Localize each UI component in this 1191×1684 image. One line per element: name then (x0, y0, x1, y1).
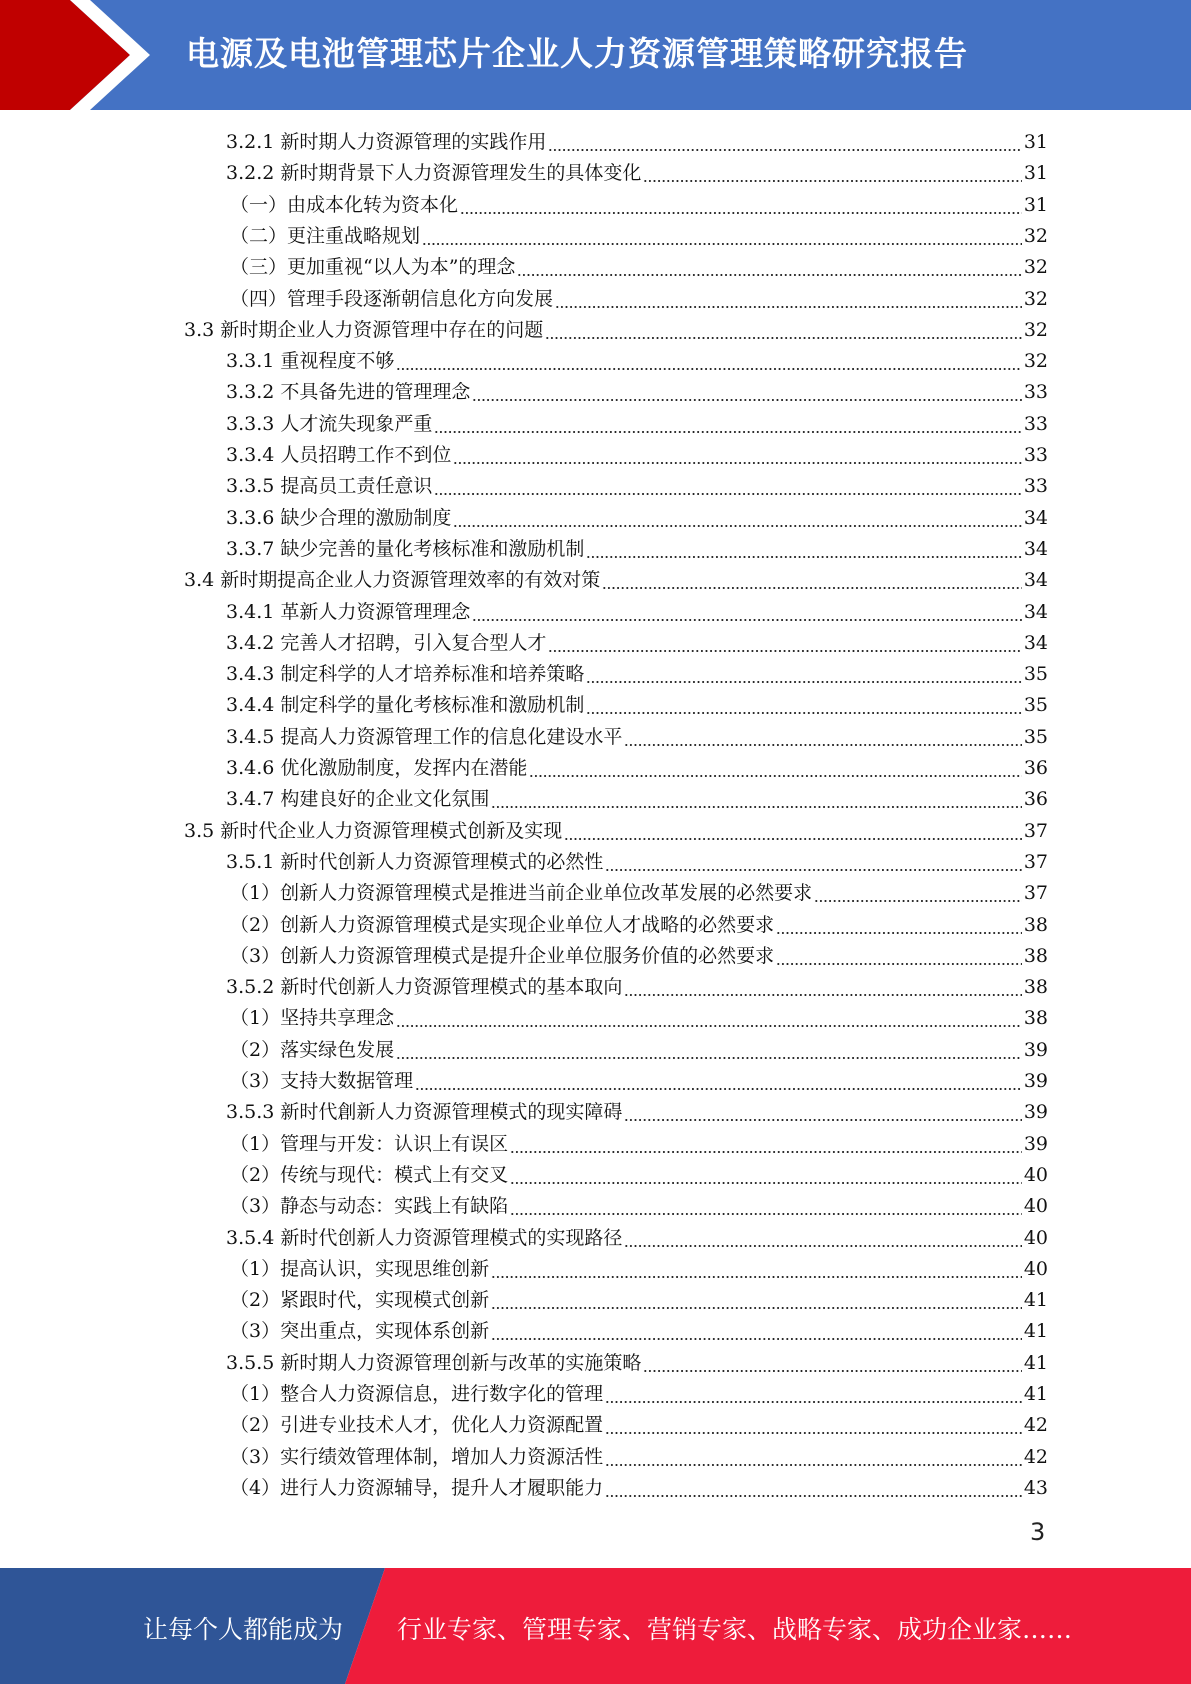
toc-leader-dots (460, 190, 1022, 221)
toc-entry-label: （1）整合人力资源信息，进行数字化的管理 (230, 1383, 604, 1405)
toc-entry[interactable] (226, 503, 1048, 534)
footer-slogan-left: 让每个人都能成为 (143, 1615, 344, 1644)
toc-leader-dots (776, 941, 1022, 972)
toc-entry-label: 3.2.2 新时期背景下人力资源管理发生的具体变化 (226, 162, 642, 185)
toc-leader-dots (564, 816, 1022, 847)
toc-leader-dots (586, 690, 1021, 721)
toc-entry-label: （2）引进专业技术人才，优化人力资源配置 (230, 1414, 604, 1437)
footer-banner (0, 1568, 1191, 1684)
footer-slogan-right: 行业专家、管理专家、营销专家、战略专家、成功企业家…… (397, 1615, 1073, 1644)
toc-entry-label: 3.3.1 重视程度不够 (226, 350, 395, 373)
toc-leader-dots (510, 1191, 1022, 1222)
toc-entry-page: 38 (1023, 944, 1048, 967)
toc-entry-label: 3.3.4 人员招聘工作不到位 (226, 444, 452, 466)
toc-entry[interactable] (230, 221, 1048, 252)
toc-entry[interactable] (184, 565, 1048, 596)
toc-entry[interactable] (230, 1410, 1048, 1441)
toc-entry-label: （3）突出重点，实现体系创新 (230, 1320, 490, 1343)
toc-entry-label: 3.5.2 新时代创新人力资源管理模式的基本取向 (226, 976, 623, 999)
toc-entry[interactable] (230, 1129, 1048, 1160)
toc-entry-page: 33 (1023, 381, 1048, 404)
toc-entry-page: 34 (1023, 631, 1048, 654)
toc-entry-label: 3.3 新时期企业人力资源管理中存在的问题 (184, 318, 544, 341)
toc-leader-dots (586, 534, 1021, 565)
toc-leader-dots (814, 878, 1022, 909)
toc-entry-label: （一）由成本化转为资本化 (230, 193, 459, 216)
toc-entry[interactable] (230, 878, 1048, 909)
toc-entry-label: （2）传统与现代：模式上有交叉 (230, 1163, 509, 1186)
toc-entry[interactable] (230, 941, 1048, 972)
toc-leader-dots (453, 503, 1021, 534)
toc-entry-page: 40 (1023, 1226, 1048, 1249)
toc-leader-dots (415, 1066, 1022, 1097)
toc-entry[interactable] (230, 1379, 1048, 1410)
toc-entry-page: 31 (1023, 131, 1048, 153)
toc-entry-page: 40 (1023, 1257, 1048, 1280)
header-banner (0, 0, 1191, 110)
toc-entry[interactable] (226, 1223, 1048, 1254)
toc-entry[interactable] (184, 816, 1048, 847)
toc-leader-dots (605, 1442, 1022, 1473)
toc-entry-page: 31 (1023, 162, 1048, 185)
toc-entry-page: 37 (1023, 850, 1048, 873)
toc-entry-label: 3.4.7 构建良好的企业文化氛围 (226, 788, 490, 811)
toc-entry-label: （1）创新人力资源管理模式是推进当前企业单位改革发展的必然要求 (230, 882, 813, 905)
toc-leader-dots (605, 847, 1021, 878)
toc-entry-label: 3.4.6 优化激励制度，发挥内在潜能 (226, 757, 528, 779)
toc-entry-label: 3.4.2 完善人才招聘，引入复合型人才 (226, 631, 547, 654)
toc-entry-page: 39 (1023, 1070, 1048, 1092)
toc-leader-dots (472, 597, 1021, 628)
toc-entry[interactable] (226, 409, 1048, 440)
toc-entry[interactable] (226, 690, 1048, 721)
toc-entry-label: （3）支持大数据管理 (230, 1070, 414, 1092)
toc-entry-label: （2）紧跟时代，实现模式创新 (230, 1289, 490, 1312)
toc-entry[interactable] (184, 315, 1048, 346)
toc-entry[interactable] (226, 597, 1048, 628)
toc-entry-page: 35 (1023, 694, 1048, 717)
toc-leader-dots (396, 1003, 1022, 1034)
toc-entry[interactable] (230, 1035, 1048, 1066)
toc-entry[interactable] (226, 1348, 1048, 1379)
toc-entry-label: 3.5.3 新时代創新人力资源管理模式的现实障碍 (226, 1101, 623, 1124)
toc-leader-dots (624, 1223, 1021, 1254)
toc-leader-dots (434, 409, 1021, 440)
toc-leader-dots (624, 1097, 1021, 1128)
toc-entry-label: 3.5 新时代企业人力资源管理模式创新及实现 (184, 819, 563, 842)
toc-leader-dots (602, 565, 1022, 596)
toc-leader-dots (624, 972, 1021, 1003)
toc-leader-dots (453, 440, 1021, 471)
toc-entry-label: 3.5.1 新时代创新人力资源管理模式的必然性 (226, 850, 604, 873)
toc-entry[interactable] (226, 471, 1048, 502)
toc-entry-page: 38 (1023, 1007, 1048, 1030)
toc-entry-label: 3.3.7 缺少完善的量化考核标准和激励机制 (226, 537, 585, 560)
toc-entry-label: 3.3.5 提高员工责任意识 (226, 475, 433, 498)
toc-entry-label: 3.4.4 制定科学的量化考核标准和激励机制 (226, 694, 585, 717)
toc-entry-label: （4）进行人力资源辅导，提升人才履职能力 (230, 1476, 604, 1499)
toc-leader-dots (491, 1316, 1022, 1347)
toc-entry-page: 43 (1023, 1476, 1048, 1499)
toc-entry-page: 34 (1023, 506, 1048, 529)
toc-entry[interactable] (230, 1191, 1048, 1222)
toc-entry-label: 3.4.5 提高人力资源管理工作的信息化建设水平 (226, 725, 623, 748)
toc-entry-label: 3.4.3 制定科学的人才培养标准和培养策略 (226, 663, 585, 686)
toc-entry[interactable] (226, 377, 1048, 408)
toc-entry-label: 3.5.5 新时期人力资源管理创新与改革的实施策略 (226, 1351, 642, 1374)
toc-entry[interactable] (226, 659, 1048, 690)
toc-entry-page: 40 (1023, 1163, 1048, 1186)
toc-entry[interactable] (230, 1066, 1048, 1097)
toc-entry-page: 41 (1023, 1320, 1048, 1343)
toc-entry-page: 32 (1023, 350, 1048, 373)
toc-entry[interactable] (226, 346, 1048, 377)
page-number: 3 (1030, 1518, 1046, 1546)
toc-entry-page: 39 (1023, 1132, 1048, 1155)
toc-entry-page: 41 (1023, 1289, 1048, 1312)
toc-leader-dots (510, 1160, 1022, 1191)
toc-leader-dots (491, 1285, 1022, 1316)
toc-entry-label: （1）坚持共享理念 (230, 1007, 395, 1030)
toc-entry-label: （二）更注重战略规划 (230, 224, 421, 247)
toc-leader-dots (472, 377, 1021, 408)
toc-entry-page: 32 (1023, 256, 1048, 279)
toc-leader-dots (605, 1379, 1022, 1410)
toc-entry-page: 42 (1023, 1414, 1048, 1437)
toc-entry-page: 38 (1023, 976, 1048, 999)
toc-leader-dots (605, 1473, 1022, 1504)
toc-entry-page: 33 (1023, 444, 1048, 466)
toc-entry-page: 32 (1023, 224, 1048, 247)
toc-entry-label: （1）管理与开发：认识上有误区 (230, 1132, 509, 1155)
toc-entry-label: （2）落实绿色发展 (230, 1038, 395, 1061)
toc-entry[interactable] (226, 1097, 1048, 1128)
toc-entry[interactable] (226, 784, 1048, 815)
toc-leader-dots (396, 1035, 1022, 1066)
toc-entry-page: 35 (1023, 725, 1048, 748)
toc-entry-label: （三）更加重视“以人为本”的理念 (230, 256, 516, 279)
toc-entry-label: （四）管理手段逐渐朝信息化方向发展 (230, 287, 554, 310)
toc-entry-page: 36 (1023, 788, 1048, 811)
toc-leader-dots (548, 628, 1021, 659)
toc-entry-page: 35 (1023, 663, 1048, 686)
toc-entry-label: （3）静态与动态：实践上有缺陷 (230, 1195, 509, 1218)
toc-entry[interactable] (230, 252, 1048, 283)
toc-leader-dots (545, 315, 1022, 346)
toc-entry-page: 37 (1023, 882, 1048, 905)
toc-entry[interactable] (226, 440, 1048, 471)
toc-entry-page: 33 (1023, 475, 1048, 498)
toc-leader-dots (586, 659, 1021, 690)
toc-leader-dots (529, 753, 1021, 784)
toc-entry[interactable] (226, 158, 1048, 189)
toc-entry[interactable] (226, 972, 1048, 1003)
toc-entry-page: 34 (1023, 600, 1048, 623)
toc-entry-page: 40 (1023, 1195, 1048, 1218)
toc-leader-dots (643, 158, 1021, 189)
toc-entry-page: 41 (1023, 1383, 1048, 1405)
toc-entry-label: 3.4 新时期提高企业人力资源管理效率的有效对策 (184, 569, 601, 592)
toc-entry-page: 31 (1023, 193, 1048, 216)
toc-entry-label: （2）创新人力资源管理模式是实现企业单位人才战略的必然要求 (230, 913, 775, 936)
toc-entry-label: 3.2.1 新时期人力资源管理的实践作用 (226, 131, 547, 153)
toc-entry-page: 42 (1023, 1445, 1048, 1468)
toc-leader-dots (624, 722, 1021, 753)
toc-entry[interactable] (226, 127, 1048, 158)
toc-entry[interactable] (230, 1003, 1048, 1034)
toc-leader-dots (643, 1348, 1021, 1379)
toc-entry-label: （3）实行绩效管理体制，增加人力资源活性 (230, 1445, 604, 1468)
toc-entry-page: 33 (1023, 412, 1048, 435)
toc-entry-label: 3.4.1 革新人力资源管理理念 (226, 600, 471, 623)
toc-entry[interactable] (226, 628, 1048, 659)
toc-entry[interactable] (226, 534, 1048, 565)
toc-entry[interactable] (230, 1473, 1048, 1504)
toc-entry-label: （1）提高认识，实现思维创新 (230, 1257, 490, 1280)
toc-entry-label: （3）创新人力资源管理模式是提升企业单位服务价值的必然要求 (230, 944, 775, 967)
report-title: 电源及电池管理芯片企业人力资源管理策略研究报告 (186, 34, 968, 73)
toc-entry-label: 3.3.3 人才流失现象严重 (226, 412, 433, 435)
toc-entry-page: 37 (1023, 819, 1048, 842)
toc-entry[interactable] (226, 847, 1048, 878)
toc-entry-page: 36 (1023, 757, 1048, 779)
toc-entry-label: 3.3.2 不具备先进的管理理念 (226, 381, 471, 404)
toc-leader-dots (491, 1254, 1022, 1285)
toc-leader-dots (510, 1129, 1022, 1160)
toc-entry-page: 34 (1023, 537, 1048, 560)
toc-entry[interactable] (230, 1160, 1048, 1191)
toc-entry[interactable] (226, 722, 1048, 753)
toc-leader-dots (434, 471, 1021, 502)
toc-entry-page: 32 (1023, 287, 1048, 310)
toc-leader-dots (396, 346, 1021, 377)
toc-entry-label: 3.5.4 新时代创新人力资源管理模式的实现路径 (226, 1226, 623, 1249)
toc-entry-page: 32 (1023, 318, 1048, 341)
toc-entry[interactable] (230, 190, 1048, 221)
toc-entry[interactable] (226, 753, 1048, 784)
toc-entry[interactable] (230, 1316, 1048, 1347)
toc-entry-page: 41 (1023, 1351, 1048, 1374)
toc-entry-page: 39 (1023, 1101, 1048, 1124)
toc-leader-dots (555, 284, 1022, 315)
toc-entry-page: 39 (1023, 1038, 1048, 1061)
toc-leader-dots (491, 784, 1021, 815)
toc-leader-dots (517, 252, 1021, 283)
toc-leader-dots (548, 127, 1021, 158)
toc-entry[interactable] (230, 1285, 1048, 1316)
toc-entry[interactable] (230, 284, 1048, 315)
toc-entry[interactable] (230, 1442, 1048, 1473)
toc-leader-dots (605, 1410, 1022, 1441)
toc-leader-dots (776, 910, 1022, 941)
toc-entry-label: 3.3.6 缺少合理的激励制度 (226, 506, 452, 529)
toc-entry-page: 34 (1023, 569, 1048, 592)
toc-entry[interactable] (230, 910, 1048, 941)
toc-entry-page: 38 (1023, 913, 1048, 936)
toc-leader-dots (422, 221, 1022, 252)
toc-entry[interactable] (230, 1254, 1048, 1285)
